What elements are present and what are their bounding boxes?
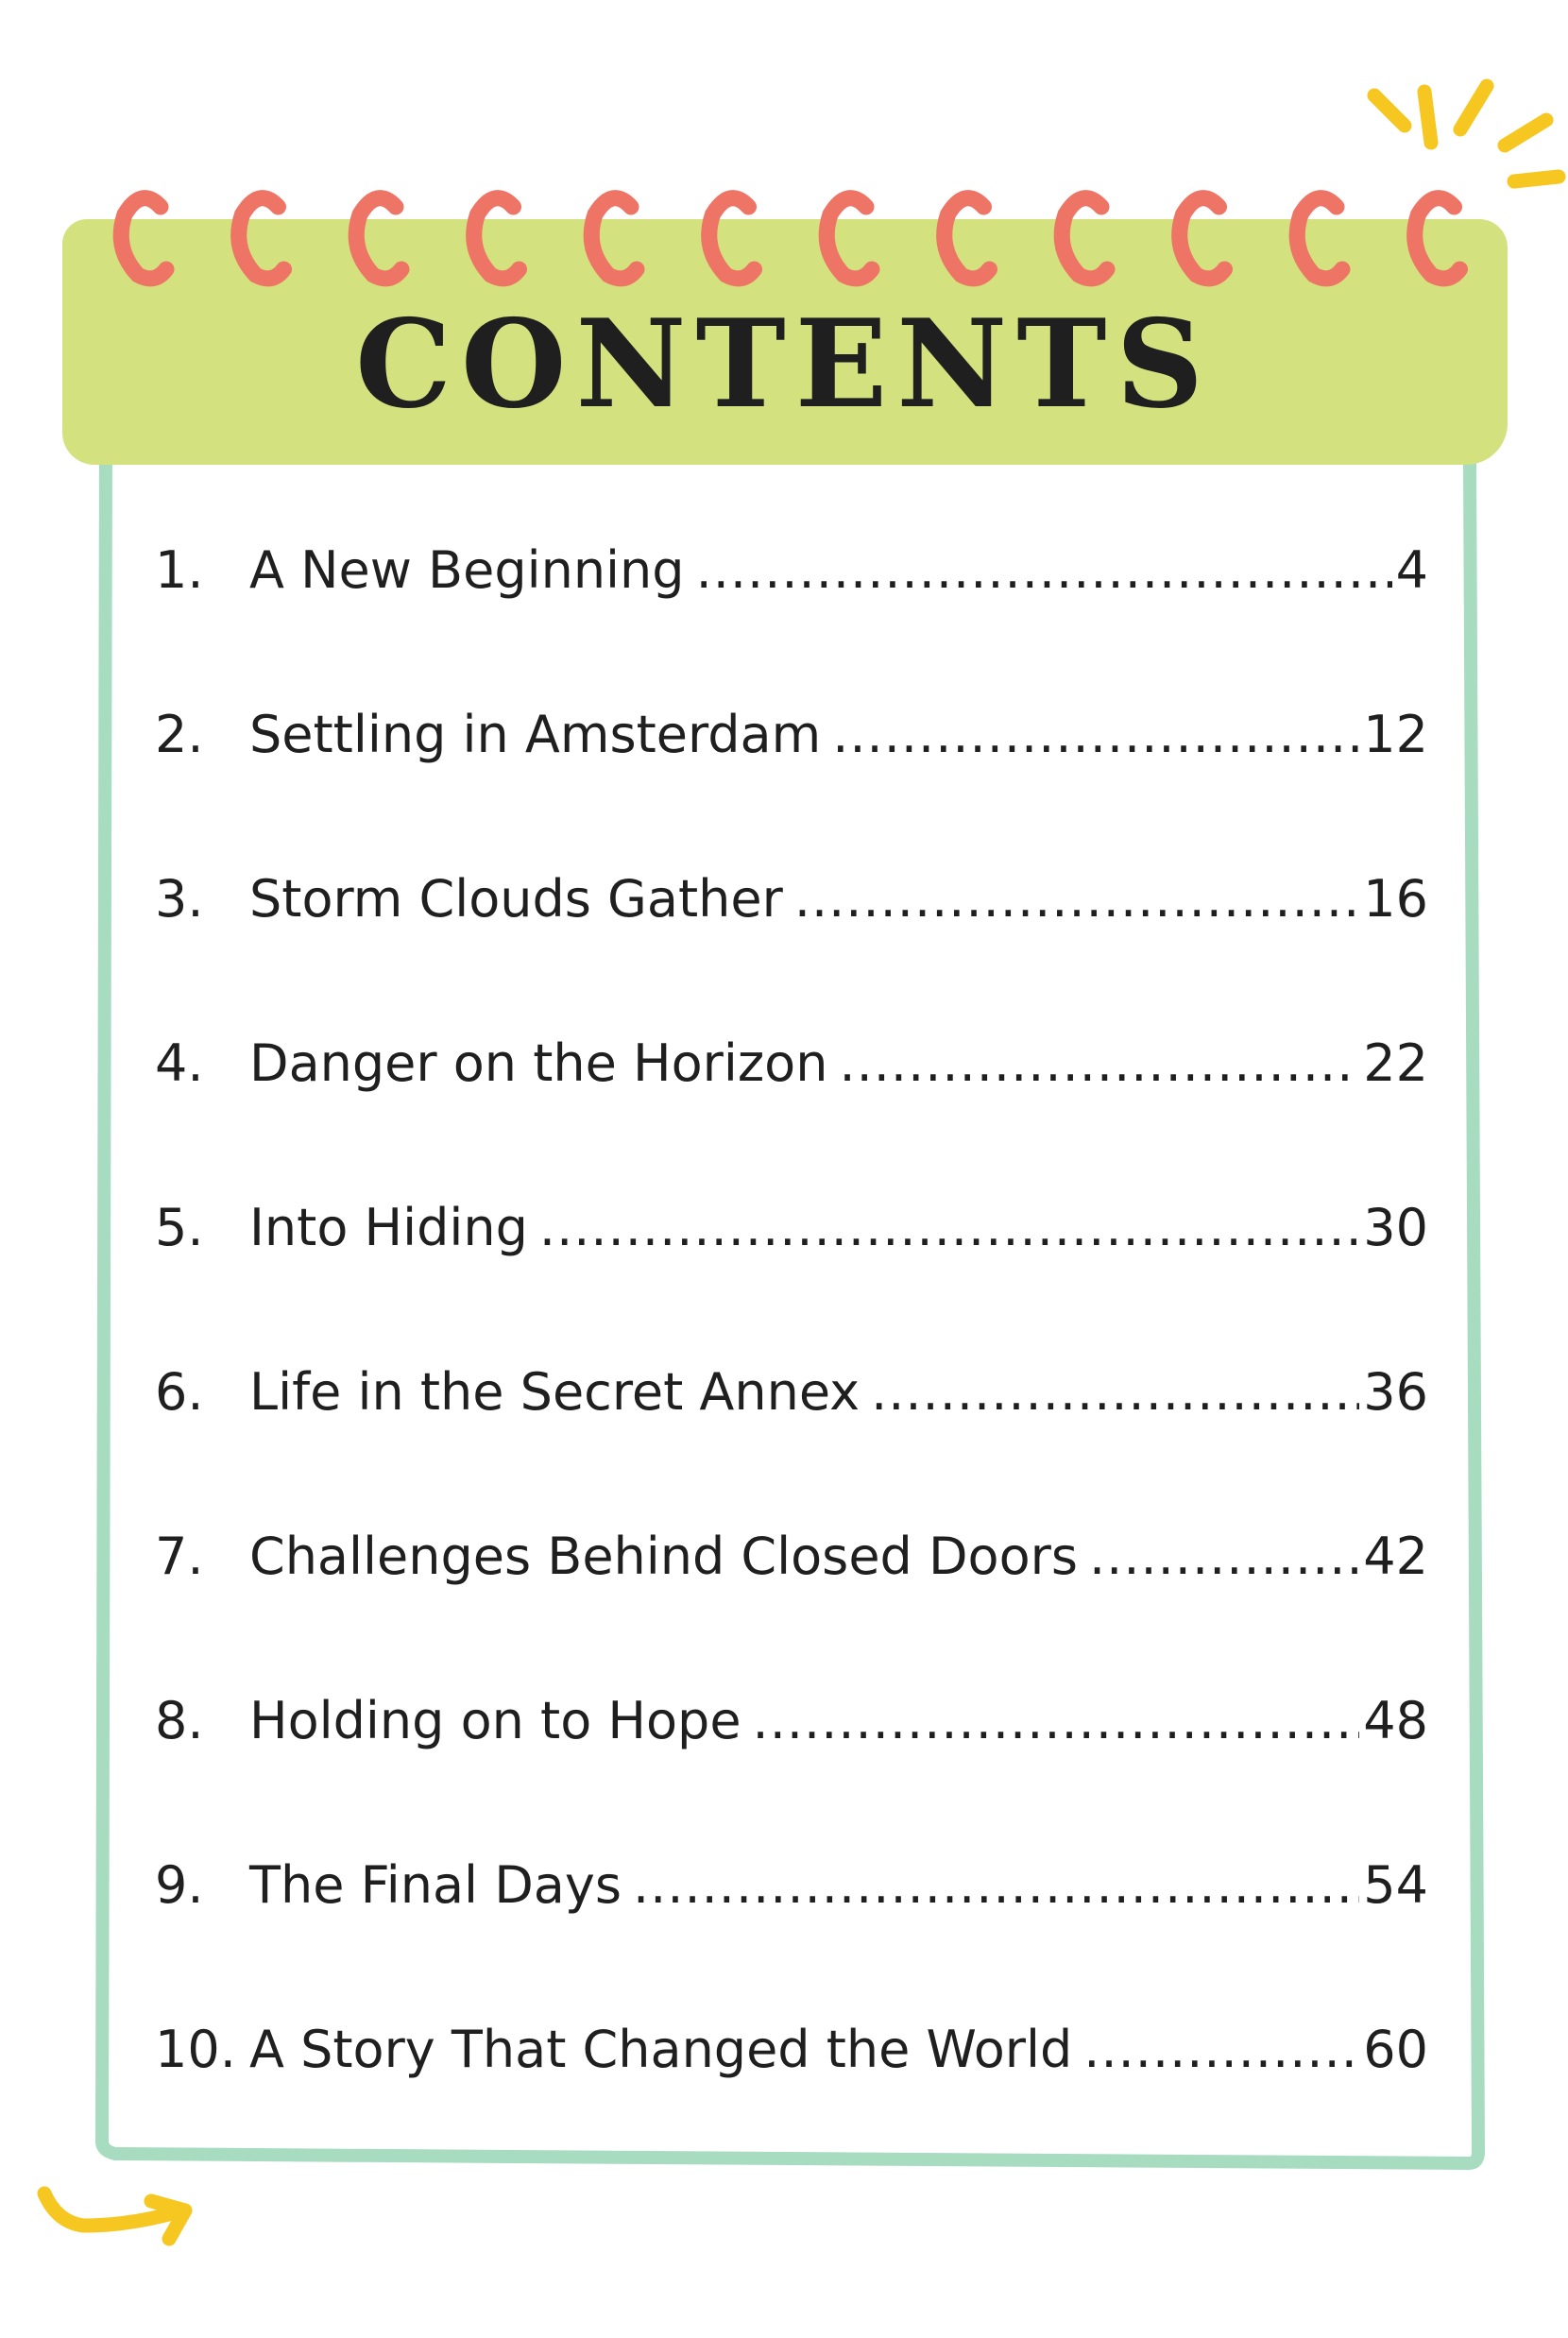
ring-icon — [474, 198, 520, 279]
entry-page-number: 54 — [1363, 1855, 1428, 1915]
entry-number: 1. — [155, 540, 204, 600]
entry-title: Storm Clouds Gather — [249, 869, 783, 929]
entry-title: Settling in Amsterdam — [249, 705, 822, 764]
dot-leader — [539, 1198, 1359, 1257]
dot-leader — [1089, 1527, 1359, 1586]
dot-leader — [794, 869, 1359, 929]
entry-number: 9. — [155, 1855, 204, 1915]
toc-entry[interactable] — [155, 869, 1428, 1033]
ring-icon — [945, 198, 990, 279]
entry-title: A New Beginning — [249, 540, 685, 600]
dot-leader — [633, 1855, 1359, 1915]
entry-number: 10. — [155, 2020, 236, 2079]
toc-entry[interactable] — [155, 1033, 1428, 1198]
toc-entry[interactable] — [155, 1198, 1428, 1362]
toc-entry[interactable] — [155, 1527, 1428, 1691]
entry-page-number: 30 — [1363, 1198, 1428, 1257]
entry-page-number: 42 — [1363, 1527, 1428, 1586]
ring-icon — [356, 198, 401, 279]
ring-icon — [591, 198, 637, 279]
entry-page-number: 48 — [1363, 1691, 1428, 1750]
ring-icon — [1180, 198, 1225, 279]
entry-title: The Final Days — [249, 1855, 622, 1915]
entry-number: 5. — [155, 1198, 204, 1257]
entry-number: 2. — [155, 705, 204, 764]
ring-icon — [709, 198, 755, 279]
curved-arrow-icon — [44, 2193, 185, 2239]
entry-page-number: 36 — [1363, 1362, 1428, 1422]
toc-entry[interactable] — [155, 705, 1428, 869]
entry-title: Life in the Secret Annex — [249, 1362, 861, 1422]
toc-entry[interactable] — [155, 1855, 1428, 2020]
entry-title: Into Hiding — [249, 1198, 528, 1257]
dot-leader — [871, 1362, 1359, 1422]
entry-number: 3. — [155, 869, 204, 929]
entry-number: 4. — [155, 1033, 204, 1093]
ring-icon — [1062, 198, 1107, 279]
ring-icon — [1297, 198, 1342, 279]
entry-number: 7. — [155, 1527, 204, 1586]
notebook-rings — [0, 0, 1568, 321]
dot-leader — [753, 1691, 1360, 1750]
entry-title: A Story That Changed the World — [249, 2020, 1073, 2079]
ring-icon — [1415, 198, 1460, 279]
entry-title: Challenges Behind Closed Doors — [249, 1527, 1078, 1586]
dot-leader — [832, 705, 1359, 764]
entry-page-number: 4 — [1395, 540, 1428, 600]
entry-page-number: 60 — [1363, 2020, 1428, 2079]
toc-entry[interactable] — [155, 1362, 1428, 1527]
page-title: CONTENTS — [355, 294, 1213, 435]
toc-entry[interactable] — [155, 2020, 1428, 2184]
entry-number: 8. — [155, 1691, 204, 1750]
entry-title: Holding on to Hope — [249, 1691, 741, 1750]
entry-page-number: 16 — [1363, 869, 1428, 929]
entry-number: 6. — [155, 1362, 204, 1422]
dot-leader — [839, 1033, 1359, 1093]
ring-icon — [121, 198, 166, 279]
toc-entry[interactable] — [155, 1691, 1428, 1855]
ring-icon — [827, 198, 872, 279]
ring-icon — [239, 198, 284, 279]
entry-page-number: 22 — [1363, 1033, 1428, 1093]
dot-leader — [696, 540, 1392, 600]
toc-entry[interactable] — [155, 540, 1428, 705]
table-of-contents — [155, 540, 1428, 2184]
dot-leader — [1083, 2020, 1359, 2079]
entry-page-number: 12 — [1363, 705, 1428, 764]
entry-title: Danger on the Horizon — [249, 1033, 828, 1093]
